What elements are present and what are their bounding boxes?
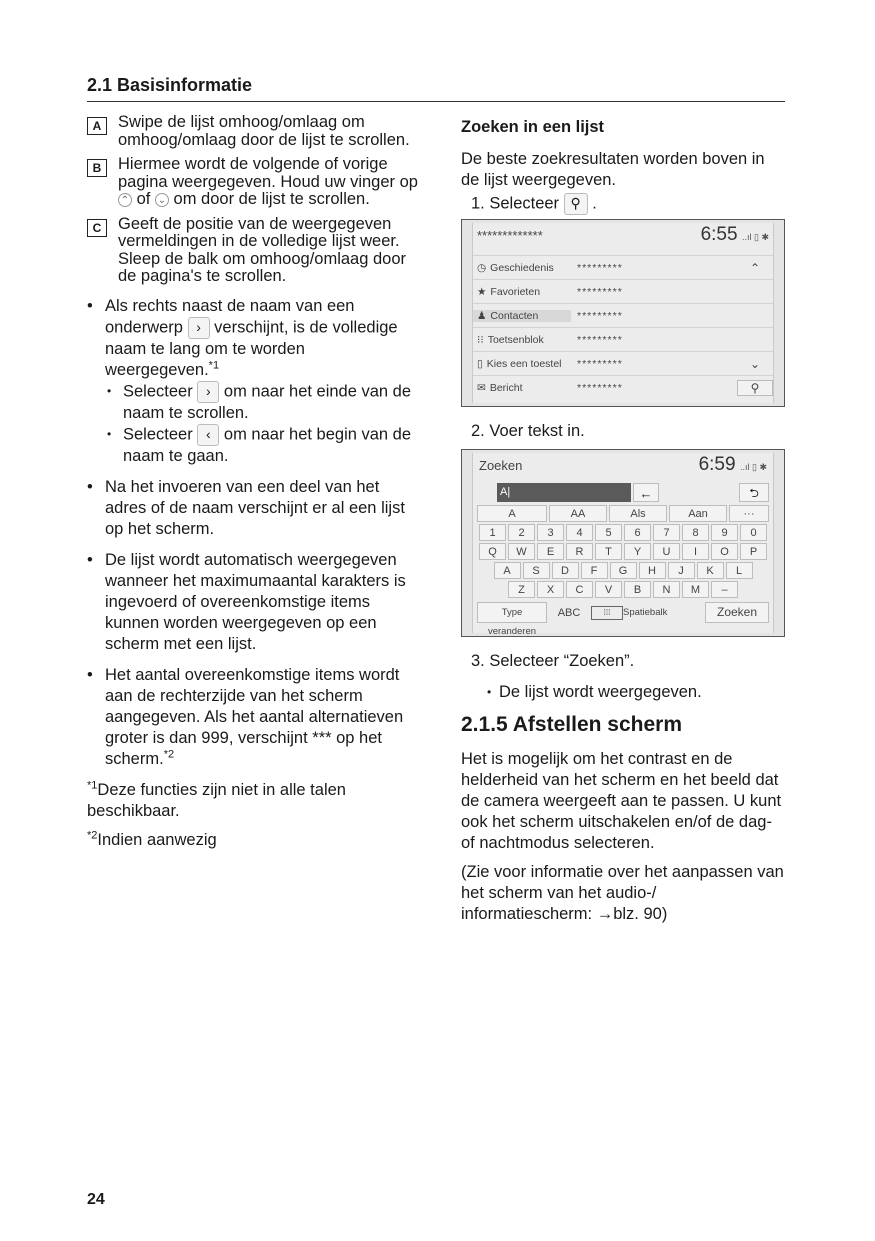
sub1-text-b: om naar het einde van de naam te scrollen. — [123, 381, 412, 422]
key[interactable]: 4 — [566, 524, 593, 541]
screen1-clock: 6:55 — [700, 224, 738, 245]
key[interactable]: T — [595, 543, 622, 560]
footnote-ref-1: *1 — [208, 359, 220, 371]
key[interactable]: R — [566, 543, 593, 560]
space-button[interactable]: Spatiebalk — [623, 607, 668, 618]
screen1-header: ************* — [477, 227, 543, 243]
clock-icon: ◷ — [477, 261, 487, 274]
status-icons: ..ıl ▯ ✱ — [740, 462, 767, 472]
key[interactable]: M — [682, 581, 709, 598]
screen2-title: Zoeken — [479, 457, 523, 473]
bullet-auto-list: • De lijst wordt automatisch weergegeven wanneer het maximumaantal karakters is ingevoerd of overeenkomstige items kunnen worden weergegeven op een scherm met een lijst. — [87, 550, 422, 655]
footnote-1-text: Deze functies zijn niet in alle talen beschikbaar. — [87, 780, 346, 820]
envelope-icon: ✉ — [477, 381, 486, 394]
list-row-favorites[interactable]: ★ Favorieten ********* — [473, 279, 773, 303]
page-down-icon[interactable]: ⌄ — [749, 356, 761, 371]
key[interactable]: X — [537, 581, 564, 598]
abc-button[interactable]: ABC — [557, 606, 581, 619]
sub2-text-b: om naar het begin van de naam te gaan. — [123, 424, 412, 465]
key-row-z — [475, 581, 771, 598]
sub-bullet-1: • Selecteer › om naar het einde van de naam te scrollen. — [107, 381, 412, 422]
label-a-tag: A — [87, 117, 107, 135]
key[interactable]: G — [610, 562, 637, 579]
key-row-a — [475, 562, 771, 579]
bullet4-text: Het aantal overeenkomstige items wordt aan de rechterzijde van het scherm aangegeven. Als het aantal alternatieven groter is dan 999, verschijnt *** op het scherm. — [105, 665, 404, 768]
bullet3-text: De lijst wordt automatisch weergegeven wanneer het maximumaantal karakters is ingevoerd of overeenkomstige items kunnen worden weergegeven op een scherm met een lijst. — [105, 550, 406, 653]
suggestion-key[interactable]: AA — [549, 505, 607, 522]
key[interactable]: 8 — [682, 524, 709, 541]
step-1: 1. Selecteer ⚲ . — [471, 193, 785, 215]
key[interactable]: D — [552, 562, 579, 579]
suggestion-row — [475, 505, 771, 522]
key[interactable]: 5 — [595, 524, 622, 541]
key[interactable]: H — [639, 562, 666, 579]
step-3: 3. Selecteer “Zoeken”. — [471, 652, 635, 670]
page-header — [87, 74, 785, 102]
suggestion-key[interactable]: A — [477, 505, 547, 522]
screen2-topbar — [475, 453, 771, 477]
label-b-text — [118, 156, 422, 209]
key[interactable]: – — [711, 581, 738, 598]
key[interactable]: Q — [479, 543, 506, 560]
key[interactable]: E — [537, 543, 564, 560]
label-b-text-3: om door de lijst te scrollen. — [173, 190, 370, 208]
key[interactable]: C — [566, 581, 593, 598]
footnote-1-mark: *1 — [87, 779, 98, 791]
back-button[interactable]: ⮌ — [739, 483, 769, 502]
scroll-left-icon: ‹ — [197, 424, 219, 446]
key[interactable]: Y — [624, 543, 651, 560]
key[interactable]: K — [697, 562, 724, 579]
bullet1-text-1: Als rechts naast de naam van een onderwerp — [105, 296, 355, 336]
bullet-name-too-long — [87, 296, 422, 467]
key[interactable]: 9 — [711, 524, 738, 541]
page-number: 24 — [87, 1191, 105, 1208]
key[interactable]: V — [595, 581, 622, 598]
more-suggestions-key[interactable]: ··· — [729, 505, 769, 522]
label-c-tag: C — [87, 219, 107, 237]
list-row-history[interactable]: ◷ Geschiedenis ********* ⌃ — [473, 255, 773, 279]
search-icon: ⚲ — [564, 193, 588, 215]
suggestion-key[interactable]: Als — [609, 505, 667, 522]
key[interactable]: 1 — [479, 524, 506, 541]
status-icons: ..ıl ▯ ✱ — [742, 232, 769, 242]
bullet2-text: Na het invoeren van een deel van het adres of de naam verschijnt er al een lijst op het scherm. — [105, 477, 405, 538]
key[interactable]: 6 — [624, 524, 651, 541]
bullet-partial-input: • Na het invoeren van een deel van het adres of de naam verschijnt er al een lijst op het scherm. — [87, 477, 422, 540]
keyboard-icon: ⁞⁞⁞ — [591, 606, 623, 620]
phone-icon: ▯ — [477, 357, 483, 370]
key[interactable]: W — [508, 543, 535, 560]
left-column — [87, 114, 422, 851]
label-c — [87, 216, 422, 286]
key[interactable]: Z — [508, 581, 535, 598]
search-button[interactable]: Zoeken — [705, 602, 769, 623]
screen2-clock: 6:59 — [698, 454, 736, 475]
backspace-key[interactable]: ← — [633, 483, 659, 502]
key[interactable]: A — [494, 562, 521, 579]
key[interactable]: 2 — [508, 524, 535, 541]
list-row-device[interactable]: ▯ Kies een toestel ********* ⌄ — [473, 351, 773, 375]
keypad-icon: ⁝⁝ — [477, 333, 484, 346]
footnote-1 — [87, 780, 422, 822]
screen1-list — [473, 255, 773, 399]
key[interactable]: 7 — [653, 524, 680, 541]
label-b-tag: B — [87, 159, 107, 177]
footnote-ref-2: *2 — [163, 748, 175, 760]
input-row — [475, 483, 771, 502]
sub1-text-a: Selecteer — [123, 381, 193, 400]
footnote-2-text: Indien aanwezig — [97, 830, 217, 849]
label-a — [87, 114, 422, 149]
step-3-result: • De lijst wordt weergegeven. — [487, 683, 702, 701]
label-b-text-1: Hiermee wordt de volgende of vorige pagina weergegeven. Houd uw vinger op — [118, 155, 418, 191]
scroll-right-icon: › — [197, 381, 219, 403]
section-title: 2.1 Basisinformatie — [87, 75, 253, 95]
key-row-q — [475, 543, 771, 560]
label-c-text: Geeft de positie van de weergegeven vermeldingen in de volledige lijst weer. Sleep de balk om omhoog/omlaag door de pagina's te scrollen. — [118, 214, 407, 285]
screenshot-list — [461, 219, 785, 407]
label-a-text: Swipe de lijst omhoog/omlaag om omhoog/omlaag door de lijst te scrollen. — [118, 113, 410, 149]
list-row-contacts[interactable]: ♟ Contacten ********* — [473, 303, 773, 327]
suggestion-key[interactable]: Aan — [669, 505, 727, 522]
step-2: 2. Voer tekst in. — [471, 422, 585, 440]
bullet-item-count: • Het aantal overeenkomstige items wordt aan de rechterzijde van het scherm aangegeven. Als het aantal alternatieven groter is dan 999, verschijnt *** op het scherm.$^{*2}$ — [87, 665, 404, 768]
bullet-body — [105, 296, 422, 467]
keyboard-bottom-bar — [475, 602, 771, 637]
cross-reference-text: (Zie voor informatie over het aanpassen van het scherm van het audio-/ informatiescherm: →blz. 90) — [461, 863, 784, 923]
screen-adjust-text: Het is mogelijk om het contrast en de helderheid van het scherm en het beeld dat de camera weergeeft aan te passen. U kunt ook het scherm uitschakelen en/of de dag- of nachtmodus selecteren. — [461, 750, 782, 852]
type-change-button[interactable]: Type veranderen — [477, 602, 547, 623]
bullet-dot: • — [87, 296, 93, 315]
key[interactable]: S — [523, 562, 550, 579]
sub2-text-a: Selecteer — [123, 424, 193, 443]
key[interactable]: B — [624, 581, 651, 598]
list-row-message[interactable]: ✉ Bericht ********* ⚲ — [473, 375, 773, 399]
key[interactable]: P — [740, 543, 767, 560]
star-icon: ★ — [477, 285, 487, 298]
section-heading: 2.1.5 Afstellen scherm — [461, 713, 682, 736]
screenshot-keyboard — [461, 449, 785, 637]
bullet1-text-2: verschijnt, is de volledige naam te lang om te worden weergegeven. — [105, 317, 398, 379]
step-1-text: 1. Selecteer — [471, 194, 560, 213]
key[interactable]: F — [581, 562, 608, 579]
key[interactable]: J — [668, 562, 695, 579]
sub-bullet-2: • Selecteer ‹ om naar het begin van de naam te gaan. — [107, 424, 412, 465]
scroll-right-icon: › — [188, 317, 210, 339]
label-b — [87, 156, 422, 209]
search-input[interactable]: A| — [497, 483, 631, 502]
key[interactable]: U — [653, 543, 680, 560]
subsection-heading: Zoeken in een lijst — [461, 118, 605, 136]
search-icon[interactable]: ⚲ — [737, 380, 773, 396]
key[interactable]: 0 — [740, 524, 767, 541]
footnote-2-mark: *2 — [87, 829, 98, 841]
label-b-text-2: of — [136, 190, 151, 208]
step-3-result-text: De lijst wordt weergegeven. — [499, 683, 702, 701]
person-icon: ♟ — [477, 309, 487, 322]
screen1-topbar — [473, 223, 773, 247]
key[interactable]: I — [682, 543, 709, 560]
chevron-up-icon: ⌃ — [118, 193, 132, 207]
page-up-icon[interactable]: ⌃ — [749, 260, 761, 275]
key[interactable]: 3 — [537, 524, 564, 541]
chevron-down-icon: ⌄ — [155, 193, 169, 207]
key[interactable]: O — [711, 543, 738, 560]
intro-text: De beste zoekresultaten worden boven in de lijst weergegeven. — [461, 150, 765, 189]
list-row-keypad[interactable]: ⁝⁝ Toetsenblok ********* — [473, 327, 773, 351]
key[interactable]: L — [726, 562, 753, 579]
key-row-numbers — [475, 524, 771, 541]
right-column — [461, 114, 785, 925]
key[interactable]: N — [653, 581, 680, 598]
footnote-2 — [87, 830, 422, 851]
